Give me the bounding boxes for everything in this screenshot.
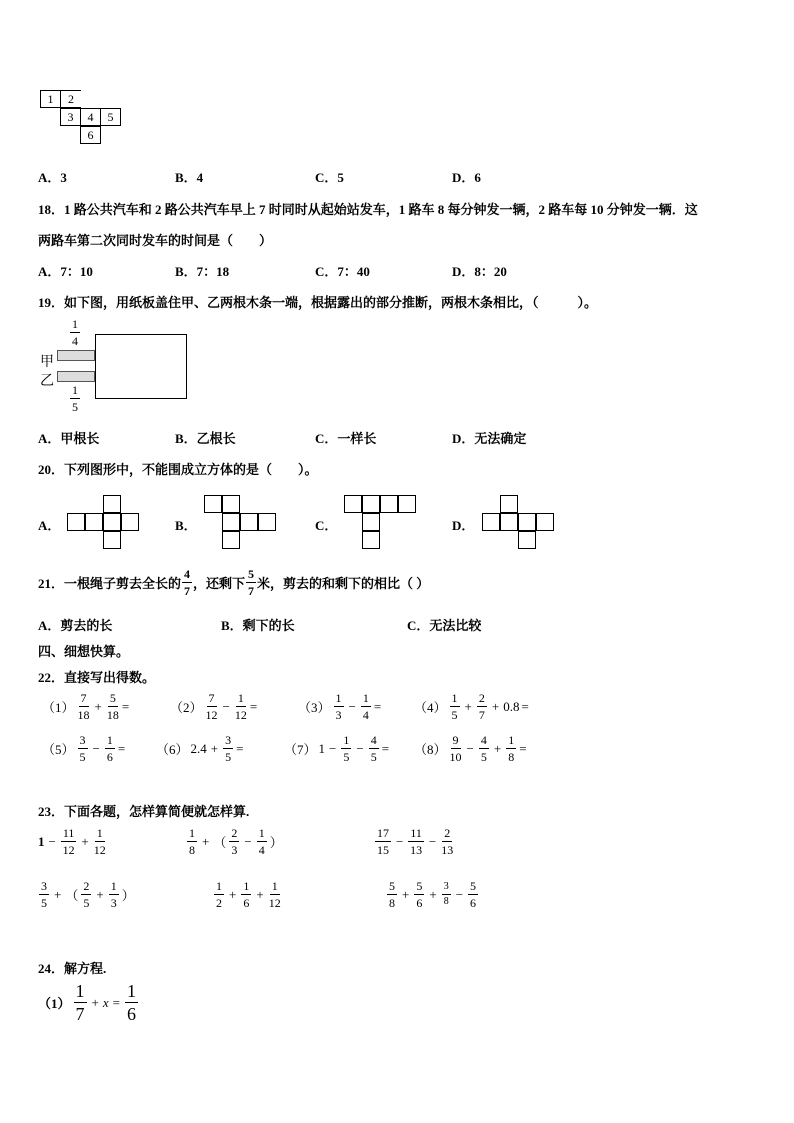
denominator: 2 — [216, 896, 222, 910]
net-cell-3: 3 — [60, 108, 81, 126]
net-cell-5: 5 — [100, 108, 121, 126]
jia-denominator: 4 — [72, 334, 78, 348]
numerator: 2 — [478, 691, 485, 705]
q23-expr-5 — [213, 880, 282, 909]
q19-text: 19．如下图，用纸板盖住甲、乙两根木条一端，根据露出的部分推断，两根木条相比，（ ）。 — [38, 295, 598, 310]
q20-label-b[interactable]: B． — [175, 518, 197, 533]
q20-label-d[interactable]: D． — [452, 518, 475, 533]
operator: + — [429, 886, 437, 902]
denominator: 12 — [234, 708, 247, 722]
label: （1） — [38, 996, 71, 1011]
net-cell-2: 2 — [60, 90, 81, 108]
numerator: 2 — [444, 826, 451, 840]
denominator: 12 — [93, 843, 106, 857]
q22-problem-4 — [414, 692, 529, 721]
q21-option-b[interactable]: B．剩下的长 — [221, 618, 295, 633]
q23-title: 23．下面各题，怎样算简便就怎样算. — [38, 804, 250, 819]
denominator: 5 — [370, 750, 377, 764]
q19-option-b[interactable]: B．乙根长 — [175, 431, 236, 446]
label: （6） — [156, 742, 189, 757]
numerator: 3 — [442, 882, 451, 895]
operator: − — [222, 698, 230, 714]
equals: = — [117, 740, 126, 756]
numerator: 7 — [208, 691, 215, 705]
denominator: 8 — [508, 750, 515, 764]
net-cell-1: 1 — [40, 90, 61, 108]
operator: − — [428, 833, 437, 849]
numerator: 1 — [335, 691, 342, 705]
operator: − — [48, 833, 56, 849]
denominator: 5 — [83, 896, 90, 910]
operator: + — [96, 886, 104, 902]
q24-equation-1 — [38, 982, 139, 1023]
q18-text-line2: 两路车第二次同时发车的时间是（ ） — [38, 233, 273, 248]
left-paren: （ — [213, 835, 227, 850]
q21-pre: 21．一根绳子剪去全长的 — [38, 576, 182, 591]
q18-option-a[interactable]: A．7：10 — [38, 264, 93, 279]
numerator: 1 — [75, 981, 85, 1001]
numerator: 1 — [508, 733, 515, 747]
right-paren: ） — [121, 888, 135, 903]
decimal: 2.4 — [190, 740, 207, 756]
numerator: 7 — [80, 691, 87, 705]
numerator: 4 — [184, 567, 191, 581]
q21-fraction-1 — [182, 568, 192, 597]
jia-numerator: 1 — [72, 317, 78, 331]
numerator: 1 — [271, 879, 278, 893]
operator: + — [54, 886, 62, 902]
operator: − — [396, 833, 404, 849]
equals: = — [519, 740, 527, 756]
denominator: 18 — [106, 708, 119, 722]
denominator: 5 — [41, 896, 47, 910]
denominator: 8 — [443, 896, 449, 907]
numerator: 11 — [62, 826, 75, 840]
denominator: 12 — [268, 896, 281, 910]
operator: + — [229, 886, 237, 902]
q19-jia-label: 甲 — [40, 355, 54, 370]
denominator: 3 — [231, 843, 238, 857]
q20-text: 20．下列图形中，不能围成立方体的是（ ）。 — [38, 462, 318, 477]
operator: + — [464, 698, 472, 714]
equals: = — [236, 740, 244, 756]
denominator: 12 — [62, 843, 75, 857]
denominator: 7 — [75, 1004, 85, 1024]
denominator: 8 — [389, 896, 395, 910]
label: （7） — [284, 742, 317, 757]
q20-label-c[interactable]: C． — [315, 518, 338, 533]
q18-text-line1: 18．1 路公共汽车和 2 路公共汽车早上 7 时同时从起始站发车，1 路车 8 每分钟发一辆，2 路车每 10 分钟发一辆．这 — [38, 202, 698, 217]
equals: = — [381, 740, 390, 756]
equals: = — [249, 698, 258, 714]
operator: + — [210, 740, 219, 756]
label: （1） — [42, 700, 75, 715]
net-cell-4: 4 — [80, 108, 101, 126]
yi-stick — [57, 371, 95, 382]
q22-title: 22．直接写出得数。 — [38, 670, 156, 685]
denominator: 8 — [189, 843, 195, 857]
numerator: 9 — [452, 733, 459, 747]
numerator: 1 — [258, 826, 265, 840]
q20-label-a[interactable]: A． — [38, 518, 61, 533]
integer: 1 — [38, 833, 45, 849]
q21-text — [38, 568, 429, 597]
operator: − — [356, 740, 364, 756]
denominator: 5 — [480, 750, 487, 764]
q21-fraction-2 — [246, 568, 256, 597]
numerator: 17 — [377, 826, 389, 840]
operator: + — [256, 886, 264, 902]
net-cell-6: 6 — [80, 126, 101, 144]
denominator: 5 — [451, 708, 458, 722]
right-paren: ） — [269, 835, 283, 850]
numerator: 2 — [231, 826, 238, 840]
numerator: 3 — [225, 733, 232, 747]
q24-title: 24．解方程. — [38, 961, 107, 976]
operator: + — [202, 833, 210, 849]
label: （5） — [42, 742, 75, 757]
denominator: 3 — [335, 708, 342, 722]
q22-problem-8 — [414, 734, 527, 763]
q18-option-d[interactable]: D．8：20 — [452, 264, 507, 279]
q23-expr-6 — [386, 880, 479, 909]
numerator: 3 — [79, 733, 86, 747]
numerator: 1 — [126, 981, 136, 1001]
denominator: 18 — [77, 708, 90, 722]
section-four-title: 四、细想快算。 — [38, 644, 130, 659]
numerator: 5 — [248, 567, 255, 581]
q22-problem-2 — [170, 692, 257, 721]
q19-option-d[interactable]: D．无法确定 — [452, 431, 527, 446]
numerator: 1 — [451, 691, 458, 705]
numerator: 1 — [96, 826, 103, 840]
numerator: 5 — [416, 879, 423, 893]
operator: − — [329, 740, 337, 756]
equals: = — [373, 698, 382, 714]
label: （8） — [414, 742, 447, 757]
operator: + — [402, 886, 410, 902]
left-paren: （ — [65, 888, 79, 903]
numerator: 1 — [216, 879, 222, 893]
operator: + — [491, 698, 500, 714]
operator: + — [94, 698, 102, 714]
yi-denominator: 5 — [72, 400, 78, 414]
denominator: 7 — [478, 708, 485, 722]
denominator: 3 — [110, 896, 117, 910]
numerator: 5 — [470, 879, 477, 893]
denominator: 5 — [225, 750, 232, 764]
numerator: 4 — [370, 733, 377, 747]
denominator: 7 — [184, 584, 191, 598]
numerator: 1 — [237, 691, 244, 705]
q19-yi-label: 乙 — [40, 374, 54, 389]
denominator: 4 — [362, 708, 369, 722]
q19-yi-fraction — [69, 384, 81, 413]
denominator: 6 — [106, 750, 113, 764]
q22-problem-6 — [156, 734, 243, 763]
denominator: 5 — [79, 750, 86, 764]
q21-post: 米，剪去的和剩下的相比（ ） — [257, 576, 430, 591]
numerator: 2 — [83, 879, 90, 893]
denominator: 13 — [410, 843, 423, 857]
numerator: 1 — [343, 733, 350, 747]
q18-option-c[interactable]: C．7：40 — [315, 264, 370, 279]
q23-expr-1 — [38, 827, 107, 856]
q21-option-a[interactable]: A．剪去的长 — [38, 618, 113, 633]
denominator: 10 — [449, 750, 462, 764]
yi-numerator: 1 — [72, 383, 78, 397]
equals: = — [521, 698, 529, 714]
numerator: 1 — [362, 691, 369, 705]
denominator: 7 — [248, 584, 255, 598]
numerator: 11 — [410, 826, 422, 840]
denominator: 6 — [126, 1004, 136, 1024]
q21-mid: ，还剩下 — [193, 576, 246, 591]
denominator: 15 — [377, 843, 389, 857]
q17-option-a[interactable]: A．3 — [38, 170, 67, 185]
numerator: 1 — [189, 826, 195, 840]
cardboard-cover — [95, 334, 187, 399]
integer: 1 — [318, 740, 326, 756]
q17-option-d[interactable]: D．6 — [452, 170, 481, 185]
q21-option-c[interactable]: C．无法比较 — [407, 618, 482, 633]
q18-option-b[interactable]: B．7：18 — [175, 264, 230, 279]
numerator: 3 — [41, 879, 47, 893]
label: （2） — [170, 700, 203, 715]
operator: + — [493, 740, 502, 756]
numerator: 1 — [110, 879, 117, 893]
operator: − — [455, 886, 464, 902]
denominator: 13 — [441, 843, 454, 857]
operator: − — [348, 698, 356, 714]
denominator: 4 — [258, 843, 265, 857]
q22-problem-7 — [284, 734, 389, 763]
q17-option-b[interactable]: B．4 — [175, 170, 204, 185]
operator: + — [81, 833, 89, 849]
operator: − — [92, 740, 100, 756]
q22-problem-1 — [42, 692, 129, 721]
label: （3） — [298, 700, 331, 715]
q22-problem-3 — [298, 692, 381, 721]
denominator: 12 — [205, 708, 218, 722]
denominator: 6 — [243, 896, 250, 910]
q22-problem-5 — [42, 734, 125, 763]
q23-expr-3 — [374, 827, 454, 856]
jia-stick — [57, 350, 95, 361]
decimal: 0.8 — [503, 698, 520, 714]
variable-x: x — [102, 994, 109, 1010]
denominator: 6 — [416, 896, 423, 910]
operator: + — [91, 994, 99, 1010]
equals: = — [112, 994, 120, 1010]
q23-expr-2 — [186, 827, 283, 856]
equals: = — [121, 698, 130, 714]
numerator: 4 — [480, 733, 487, 747]
q23-expr-4 — [38, 880, 135, 909]
q17-option-c[interactable]: C．5 — [315, 170, 344, 185]
operator: − — [466, 740, 474, 756]
operator: − — [244, 833, 252, 849]
q19-option-c[interactable]: C．一样长 — [315, 431, 377, 446]
denominator: 6 — [470, 896, 477, 910]
numerator: 5 — [389, 879, 395, 893]
label: （4） — [414, 700, 447, 715]
denominator: 5 — [343, 750, 350, 764]
q19-jia-fraction — [69, 318, 81, 347]
numerator: 1 — [243, 879, 250, 893]
numerator: 1 — [106, 733, 113, 747]
numerator: 5 — [109, 691, 116, 705]
q19-option-a[interactable]: A．甲根长 — [38, 431, 100, 446]
